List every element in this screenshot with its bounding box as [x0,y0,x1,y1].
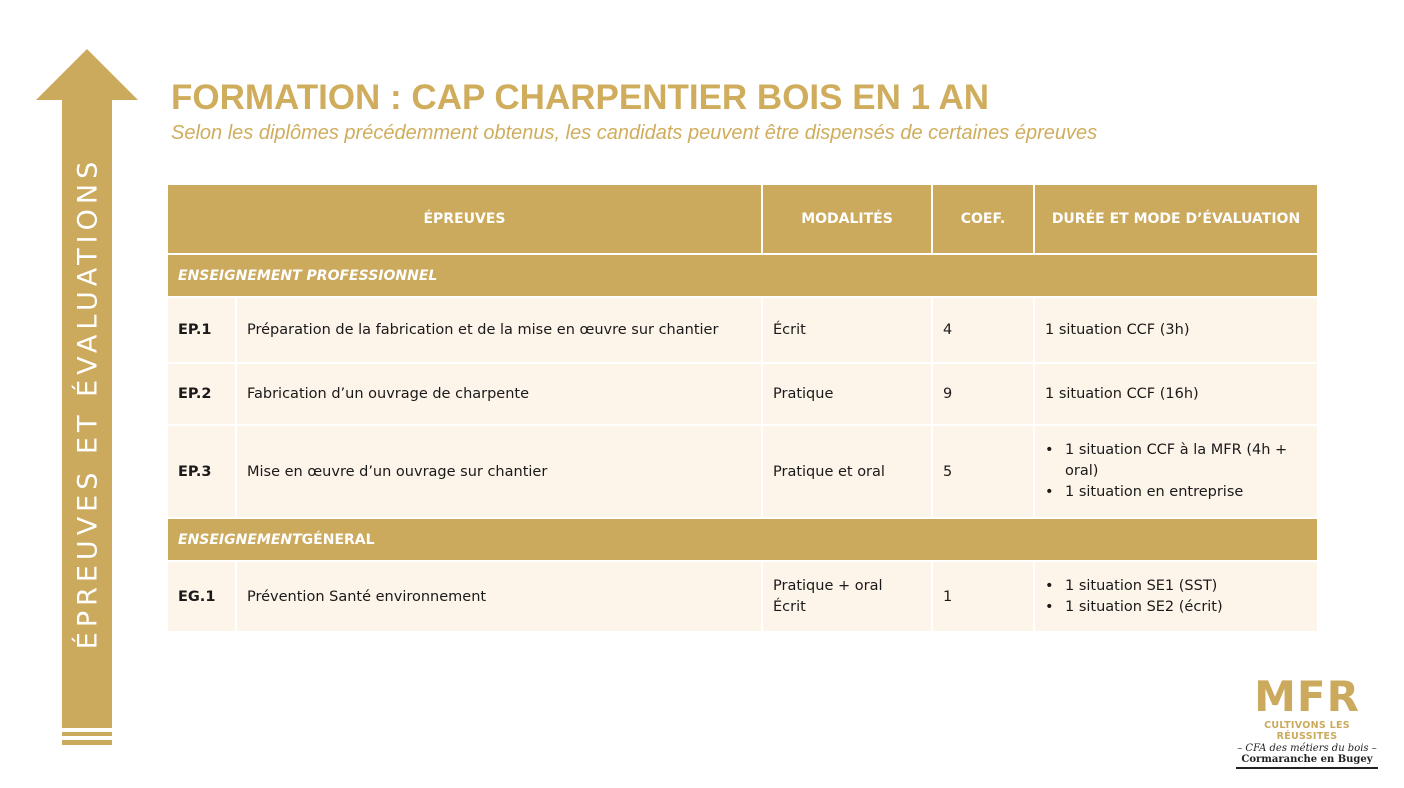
side-arrow-banner [0,0,160,788]
exam-code: EP.3 [168,426,237,517]
list-item: • 1 situation SE2 (écrit) [1045,597,1223,618]
table-row [168,426,1317,519]
exam-duree: 1 situation CCF (16h) [1045,386,1199,402]
mfr-logo [1236,672,1378,769]
exam-duree [1035,562,1317,631]
exam-modalite: Pratique + oral Écrit [763,562,933,631]
exam-duree [1035,426,1317,517]
logo-brand: MFR [1254,672,1360,721]
table-row [168,298,1317,364]
page-title: FORMATION : CAP CHARPENTIER BOIS EN 1 AN [171,78,990,117]
exams-table [168,185,1317,633]
list-item: • 1 situation en entreprise [1045,482,1307,503]
section-row-professionnel [168,255,1317,298]
table-row [168,562,1317,633]
list-item: • 1 situation SE1 (SST) [1045,576,1223,597]
column-header-modalites: MODALITÉS [763,185,933,253]
exam-modalite: Écrit [763,298,933,362]
exam-title: Fabrication d’un ouvrage de charpente [237,364,763,424]
side-label: ÉPREUVES ET ÉVALUATIONS [72,156,104,650]
exam-code: EP.2 [168,364,237,424]
exam-code: EP.1 [168,298,237,362]
section-label: ENSEIGNEMENT PROFESSIONNEL [178,267,438,284]
list-item: • 1 situation CCF à la MFR (4h + oral) [1045,440,1307,482]
page-subtitle: Selon les diplômes précédemment obtenus, les candidats peuvent être dispensés de certaines épreuves [171,122,1098,144]
logo-tagline: CULTIVONS LES RÉUSSITES [1264,720,1350,742]
column-header-epreuves: ÉPREUVES [168,185,763,253]
table-header-row [168,185,1317,255]
exam-coef: 1 [933,562,1035,631]
section-label: ENSEIGNEMENT GÉNERAL [178,531,375,548]
table-row [168,364,1317,426]
column-header-duree: DURÉE ET MODE D’ÉVALUATION [1051,211,1301,227]
exam-title: Prévention Santé environnement [237,562,763,631]
exam-modalite: Pratique et oral [763,426,933,517]
exam-title: Mise en œuvre d’un ouvrage sur chantier [237,426,763,517]
exam-coef: 4 [933,298,1035,362]
exam-duree: 1 situation CCF (3h) [1045,322,1190,338]
exam-coef: 9 [933,364,1035,424]
logo-place: Cormaranche en Bugey [1236,754,1378,769]
exam-title: Préparation de la fabrication et de la mise en œuvre sur chantier [237,298,763,362]
exam-modalite: Pratique [763,364,933,424]
duree-list [1045,576,1223,618]
column-header-coef: COEF. [933,185,1035,253]
exam-coef: 5 [933,426,1035,517]
exam-code: EG.1 [168,562,237,631]
section-row-general [168,519,1317,562]
duree-list [1045,440,1307,503]
logo-cfa: – CFA des métiers du bois – [1237,743,1377,754]
